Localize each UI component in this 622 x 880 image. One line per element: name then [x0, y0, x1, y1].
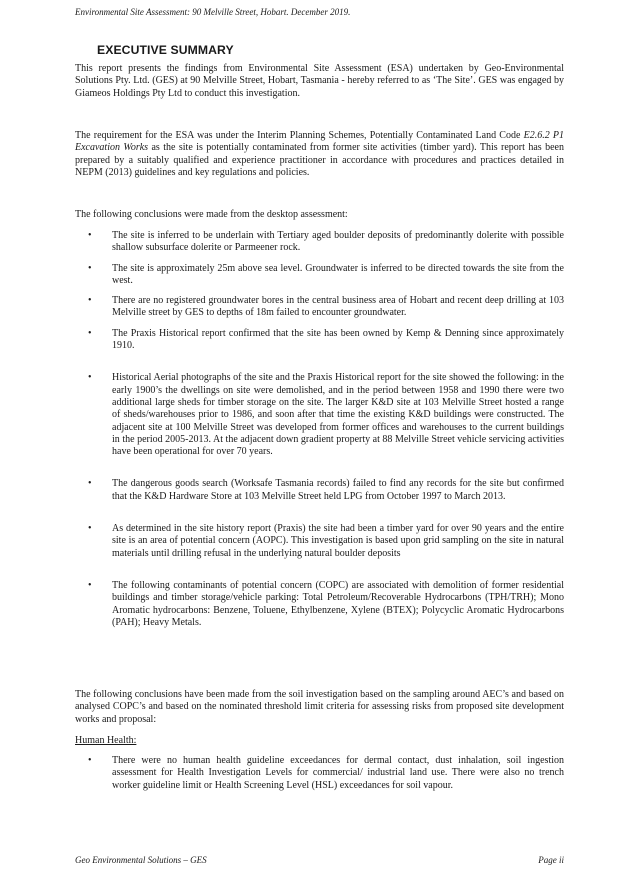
human-health-heading: Human Health:: [75, 735, 137, 746]
intro-paragraph: This report presents the findings from Environmental Site Assessment (ESA) undertaken by Geo-Environmental Solutions Pty. Ltd. (GES) at 90 Melville Street, Hobart, Tasmania - hereby referred to as ‘The Site’. GES was engaged by Giameos Holdings Pty Ltd to conduct this investigation.: [75, 63, 564, 99]
list-item: • The site is approximately 25m above sea level. Groundwater is inferred to be directed towards the site from the west.: [75, 263, 564, 288]
footer-page-number: Page ii: [538, 855, 564, 865]
section-title: EXECUTIVE SUMMARY: [97, 43, 234, 57]
list-item: • There are no registered groundwater bores in the central business area of Hobart and recent deep drilling at 103 Melville street by GES to depths of 18m failed to encounter groundwater.: [75, 295, 564, 320]
list-item: • As determined in the site history report (Praxis) the site had been a timber yard for over 90 years and the entire site is an area of potential concern (AOPC). This investigation is based upon grid sampling on the site in natural materials until drilling refusal in the underlying natural boulder deposits: [75, 523, 564, 560]
list-item: • There were no human health guideline exceedances for dermal contact, dust inhalation, soil ingestion assessment for Health Investigation Levels for commercial/ industrial land use. There were also no trench worker guideline limit or Health Screening Level (HSL) exceedances for soil vapour.: [75, 755, 564, 792]
human-health-list: [75, 755, 564, 792]
requirement-text-end: as the site is potentially contaminated from former site activities (timber yard). This report has been prepared by a suitably qualified and experience practitioner in accordance with procedures and practices detailed in NEPM (2013) guidelines and key regulations and policies.: [75, 142, 564, 178]
list-item: • The site is inferred to be underlain with Tertiary aged boulder deposits of predominantly dolerite with possible shallow subsurface dolerite or Parmeener rock.: [75, 230, 564, 255]
desktop-lead-paragraph: The following conclusions were made from the desktop assessment:: [75, 209, 348, 220]
list-item: • The dangerous goods search (Worksafe Tasmania records) failed to find any records for the site but confirmed that the K&D Hardware Store at 103 Melville Street held LPG from October 1997 to March 2013.: [75, 478, 564, 503]
soil-lead-paragraph: The following conclusions have been made from the soil investigation based on the sampling around AEC’s and based on analysed COPC’s and based on the nominated threshold limit criteria for assessing risks from proposed site development works and proposal:: [75, 689, 564, 725]
requirement-code-reference: E2.6.2 P1 Excavation Works: [75, 130, 565, 154]
footer-company: Geo Environmental Solutions – GES: [75, 855, 207, 865]
running-header: Environmental Site Assessment: 90 Melville Street, Hobart. December 2019.: [75, 7, 351, 17]
list-item: • Historical Aerial photographs of the site and the Praxis Historical report for the site showed the following: in the early 1900’s the dwellings on site were demolished, and in the period between 1958 and 1990 there were two additional large sheds for timber storage on the site. The larger K&D site at 103 Melville Street hosted a range of sheds/warehouses prior to 1986, and soon after that time the existing K&D buildings were constructed. The adjacent site at 100 Melville Street was developed from former offices and warehouses to the current buildings in the period 2005-2013. At the adjacent down gradient property at 88 Melville Street vehicle servicing activities have been operational for over 70 years.: [75, 372, 564, 458]
list-item: • The following contaminants of potential concern (COPC) are associated with demolition of former residential buildings and timber storage/vehicle parking: Total Petroleum/Recoverable Hydrocarbons (TPH/TRH); Mono Aromatic hydrocarbons: Benzene, Toluene, Ethylbenzene, Xylene (BTEX); Polycyclic Aromatic Hydrocarbons (PAH); Heavy Metals.: [75, 580, 564, 629]
desktop-conclusions-list: [75, 230, 564, 629]
requirement-text-start: The requirement for the ESA was under the Interim Planning Schemes, Potentially Contaminated Land Code: [75, 130, 524, 141]
requirement-paragraph: [75, 130, 564, 179]
list-item: • The Praxis Historical report confirmed that the site has been owned by Kemp & Denning since approximately 1910.: [75, 328, 564, 353]
